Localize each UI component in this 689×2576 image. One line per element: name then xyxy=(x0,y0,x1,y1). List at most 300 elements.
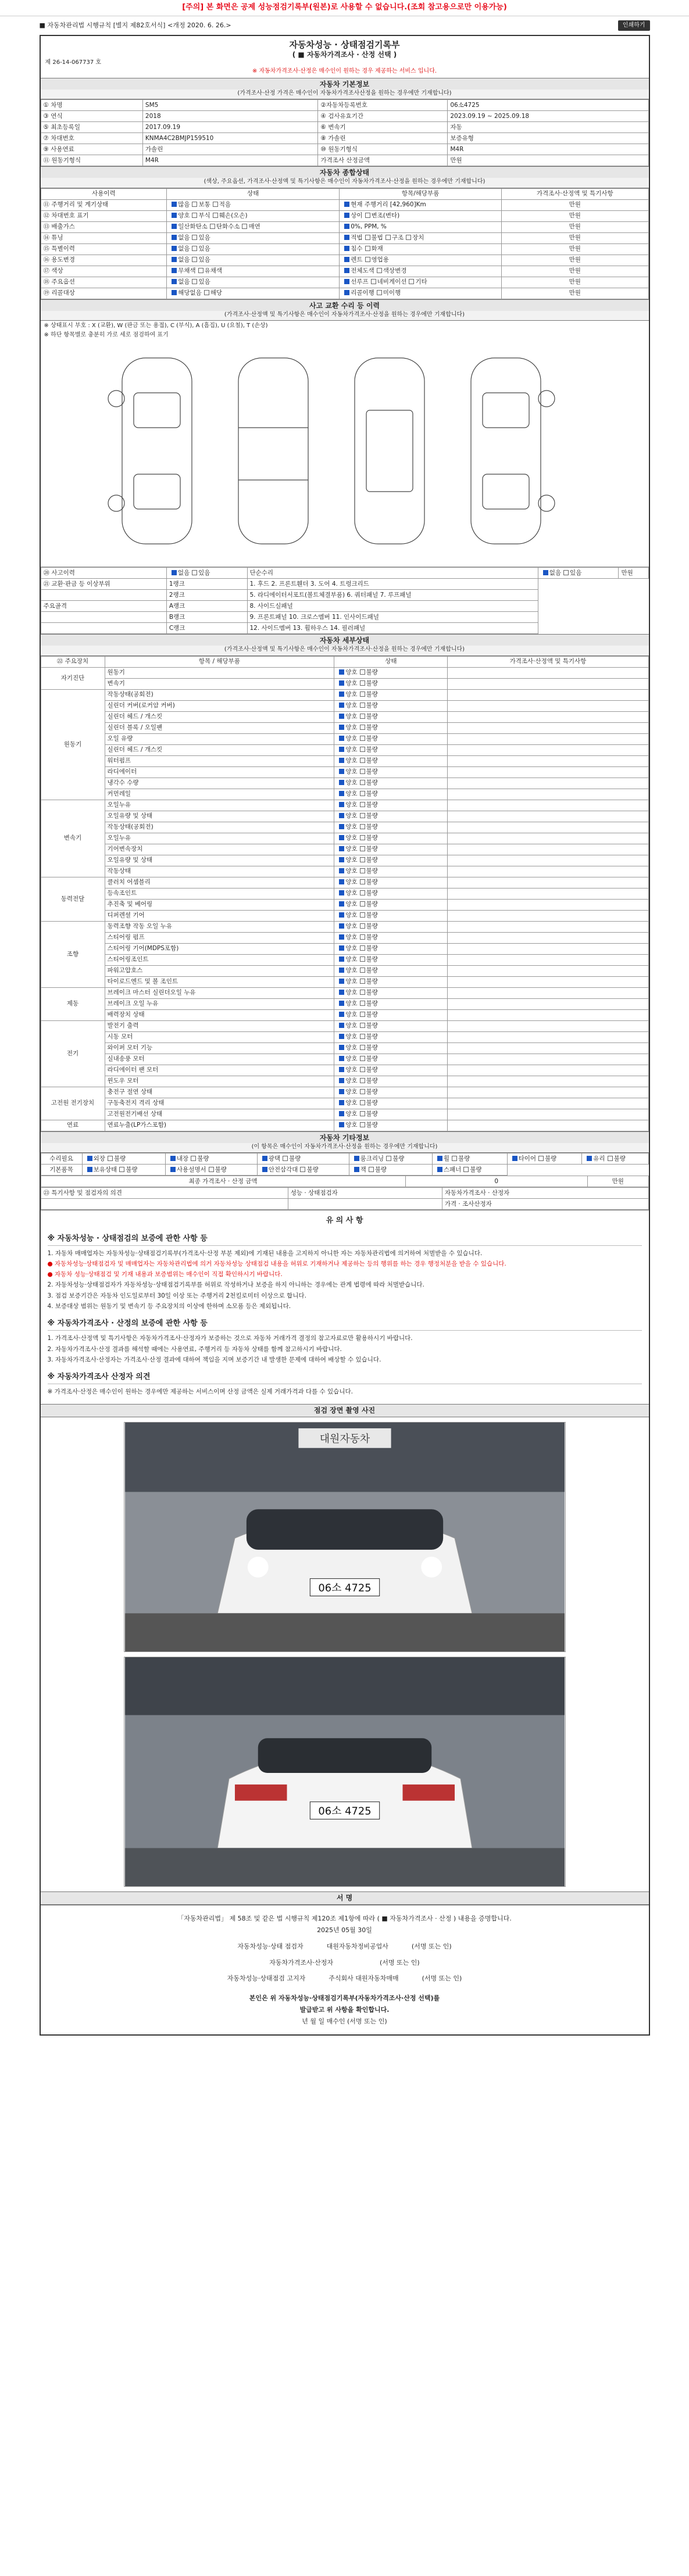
detail-item: 원동기 xyxy=(105,667,334,678)
checkbox-label: 불량 xyxy=(366,1055,378,1063)
checkbox-label: 양호 xyxy=(345,713,358,721)
checkbox xyxy=(344,246,349,251)
checkbox xyxy=(300,1167,305,1172)
sign-header: 서 명 xyxy=(41,1891,649,1905)
detail-header: 자동차 세부상태 xyxy=(41,634,649,646)
note-line: 1. 가격조사·산정액 및 특기사항은 자동차가격조사·산정자가 보증하는 것으로 자동차 거래가격 결정의 참고자료로만 활용하시기 바랍니다. xyxy=(47,1335,413,1342)
checkbox xyxy=(339,758,344,763)
checkbox xyxy=(339,1056,344,1061)
detail-state xyxy=(334,833,448,844)
accident-cell xyxy=(41,590,166,601)
basic-sub: (가격조사·산정 가격은 매수인이 자동차가격조사산정을 원하는 경우에만 기재합니다) xyxy=(41,89,649,100)
detail-item: 작동상태(공회전) xyxy=(105,822,334,833)
checkbox-label: 불량 xyxy=(366,1022,378,1030)
status-parts xyxy=(340,288,502,299)
sign-section xyxy=(41,1905,649,2034)
detail-group: 연료 xyxy=(41,1120,105,1131)
detail-price xyxy=(448,711,648,722)
signer-row xyxy=(41,1959,649,1967)
signer-row xyxy=(41,1943,649,1951)
checkbox xyxy=(360,1067,365,1072)
inspector-cell: ㉓ 특기사항 및 점검자의 의견 xyxy=(41,1188,288,1199)
detail-price xyxy=(448,800,648,811)
checkbox xyxy=(339,1034,344,1039)
detail-price xyxy=(448,1054,648,1065)
status-item: ⑱ 주요옵션 xyxy=(41,277,167,288)
checkbox xyxy=(365,235,370,240)
detail-table xyxy=(41,656,649,1131)
extra-item xyxy=(82,1165,165,1176)
basic-cell: ⑨ 사용연료 xyxy=(41,144,142,155)
accident-cell: 단순수리 xyxy=(247,568,538,579)
signer-cell: 자동차성능·상태점검 고지자 xyxy=(227,1975,306,1983)
detail-state xyxy=(334,965,448,976)
detail-state xyxy=(334,1020,448,1031)
detail-state xyxy=(334,689,448,700)
checkbox xyxy=(360,1122,365,1127)
detail-row xyxy=(41,755,648,766)
checkbox-label: 양호 xyxy=(345,912,358,919)
basic-cell: 보증유형 xyxy=(448,133,648,144)
basic-cell: M4R xyxy=(448,144,648,155)
status-row xyxy=(41,232,648,243)
checkbox xyxy=(339,1067,344,1072)
checkbox-label: 불량 xyxy=(366,1044,378,1052)
detail-state xyxy=(334,932,448,943)
car-diagram xyxy=(41,341,649,567)
status-price: 만원 xyxy=(502,288,648,299)
detail-group: 전기 xyxy=(41,1020,105,1087)
checkbox xyxy=(360,945,365,951)
checkbox xyxy=(360,692,365,697)
checkbox-label: 보통 xyxy=(198,201,210,209)
note-line: ※ 가격조사·산정은 매수인이 원하는 경우에만 제공하는 서비스이며 산정 금액은 실제 거래가격과 다를 수 있습니다. xyxy=(47,1388,353,1396)
footer-line-1: 본인은 위 자동차성능·상태점검기록부(자동차가격조사·산정 선택)를 xyxy=(249,1994,440,2002)
checkbox xyxy=(339,857,344,862)
checkbox xyxy=(198,268,204,273)
checkbox xyxy=(339,680,344,686)
detail-state xyxy=(334,789,448,800)
checkbox-label: 해당 xyxy=(210,289,223,297)
extra-sub: (이 항목은 매수인이 자동차가격조사·산정을 원하는 경우에만 기재합니다) xyxy=(41,1143,649,1153)
checkbox-label: 없음 xyxy=(178,245,190,253)
doc-subtitle: ( ■ 자동차가격조사 · 산정 선택 ) xyxy=(292,50,397,59)
detail-col-header: 상태 xyxy=(334,656,448,667)
notes-section xyxy=(41,1210,649,1404)
checkbox-label: 불량 xyxy=(366,746,378,754)
detail-state xyxy=(334,744,448,755)
checkbox xyxy=(170,1156,176,1161)
signer-cell: (서명 또는 인) xyxy=(380,1958,420,1966)
note-line: 4. 보증대상 범위는 원동기 및 변속기 등 주요장치의 이상에 한하며 소모품 등은 제외됩니다. xyxy=(47,1302,291,1310)
checkbox xyxy=(339,747,344,752)
detail-row xyxy=(41,1120,648,1131)
doc-number: 제 26-14-067737 호 xyxy=(45,59,102,66)
notes-sec3 xyxy=(48,1388,642,1396)
checkbox xyxy=(339,692,344,697)
checkbox-label: 매연 xyxy=(248,223,260,231)
print-button[interactable]: 인쇄하기 xyxy=(618,20,650,31)
checkbox-label: 무채색 xyxy=(178,267,196,275)
accident-cell: 1. 후드 2. 프론트휀더 3. 도어 4. 트렁크리드 xyxy=(247,579,538,590)
checkbox xyxy=(339,703,344,708)
checkbox xyxy=(385,235,391,240)
detail-row xyxy=(41,866,648,877)
notes-sec2 xyxy=(48,1334,642,1364)
detail-group: 제동 xyxy=(41,987,105,1020)
detail-row xyxy=(41,766,648,778)
extra-item xyxy=(349,1165,432,1176)
accident-cell: 8. 사이드실패널 xyxy=(247,601,538,612)
detail-item: 변속기 xyxy=(105,678,334,689)
sign-date: 2025년 05월 30일 xyxy=(317,1926,372,1934)
checkbox xyxy=(172,570,177,575)
detail-item: 오일유량 및 상태 xyxy=(105,811,334,822)
checkbox-label: 기타 xyxy=(415,278,427,286)
inspector-row xyxy=(41,1199,648,1210)
checkbox-label: 불량 xyxy=(366,934,378,941)
detail-item: 작동상태 xyxy=(105,866,334,877)
detail-row xyxy=(41,965,648,976)
checkbox-label: 있음 xyxy=(198,245,210,253)
checkbox xyxy=(262,1156,267,1161)
detail-item: 윈도우 모터 xyxy=(105,1076,334,1087)
accident-cell: C랭크 xyxy=(166,623,247,634)
checkbox xyxy=(360,758,365,763)
accident-header: 사고 교환 수리 등 이력 xyxy=(41,299,649,311)
checkbox xyxy=(360,901,365,907)
checkbox xyxy=(409,279,414,284)
checkbox-label: 양호 xyxy=(345,691,358,698)
detail-row xyxy=(41,722,648,733)
checkbox-label: 불량 xyxy=(366,845,378,853)
checkbox-label: 양호 xyxy=(345,1055,358,1063)
checkbox xyxy=(339,879,344,884)
checkbox xyxy=(172,202,177,207)
accident-cell: 주요골격 xyxy=(41,601,166,612)
checkbox xyxy=(587,1156,592,1161)
notes-sec2-title: ※ 자동차가격조사 · 산정의 보증에 관한 사항 등 xyxy=(48,1319,642,1331)
checkbox xyxy=(344,257,349,262)
status-state xyxy=(167,243,340,255)
checkbox xyxy=(452,1156,457,1161)
detail-price xyxy=(448,954,648,965)
detail-group: 고전원 전기장치 xyxy=(41,1087,105,1120)
checkbox-label: 불량 xyxy=(366,801,378,809)
detail-price xyxy=(448,855,648,866)
checkbox-label: 양호 xyxy=(345,967,358,974)
checkbox-label: 양호 xyxy=(345,857,358,864)
checkbox xyxy=(213,213,218,218)
checkbox-label: 있음 xyxy=(198,234,210,242)
checkbox xyxy=(360,868,365,873)
accident-row xyxy=(41,601,648,612)
detail-item: 브레이크 오일 누유 xyxy=(105,998,334,1009)
checkbox-label: 불량 xyxy=(366,724,378,732)
checkbox xyxy=(360,890,365,895)
checkbox-label: 네비게이션 xyxy=(377,278,407,286)
checkbox-label: 양호 xyxy=(178,212,190,220)
detail-state xyxy=(334,910,448,921)
checkbox-label: 사용설명서 xyxy=(176,1166,206,1173)
detail-group: 동력전달 xyxy=(41,877,105,921)
total-unit: 만원 xyxy=(588,1176,649,1187)
checkbox-label: 불량 xyxy=(366,1110,378,1118)
detail-row xyxy=(41,1020,648,1031)
detail-price xyxy=(448,789,648,800)
status-price: 만원 xyxy=(502,266,648,277)
checkbox xyxy=(360,968,365,973)
signer-cell: (서명 또는 인) xyxy=(422,1975,462,1983)
inspector-cell: 자동차가격조사 · 산정자 xyxy=(442,1188,648,1199)
checkbox-label: 양호 xyxy=(345,1011,358,1019)
checkbox xyxy=(262,1167,267,1172)
checkbox-label: 유리 xyxy=(593,1155,605,1162)
detail-state xyxy=(334,987,448,998)
checkbox xyxy=(344,290,349,295)
detail-item: 고전원전기배선 상태 xyxy=(105,1109,334,1120)
detail-item: 타이로드엔드 및 볼 조인트 xyxy=(105,976,334,987)
basic-cell: 2017.09.19 xyxy=(142,122,318,133)
basic-cell: 만원 xyxy=(448,155,648,166)
detail-row xyxy=(41,711,648,722)
doc-note: ※ 자동차가격조사·산정은 매수인이 원하는 경우 제공하는 서비스 입니다. xyxy=(252,68,437,75)
status-price: 만원 xyxy=(502,243,648,255)
checkbox xyxy=(360,835,365,840)
signer-row xyxy=(41,1975,649,1983)
checkbox xyxy=(377,290,382,295)
note-line: 3. 점검 보증기간은 자동차 인도일로부터 30일 이상 또는 주행거리 2천킬로미터 이상으로 합니다. xyxy=(47,1292,306,1299)
top-notice: [주의] 본 화면은 공제 성능점검기록부(원본)로 사용할 수 없습니다.(조회 참고용으로만 이용가능) xyxy=(0,0,689,16)
basic-row xyxy=(41,111,648,122)
extra-item xyxy=(82,1153,165,1165)
detail-state xyxy=(334,844,448,855)
detail-group: 변속기 xyxy=(41,800,105,877)
inspector-cell xyxy=(41,1199,288,1210)
accident-cell: 5. 라디에이터서포트(볼트체결부품) 6. 쿼터패널 7. 루프패널 xyxy=(247,590,538,601)
checkbox-label: 해당없음 xyxy=(178,289,202,297)
detail-row xyxy=(41,1042,648,1054)
checkbox-label: 불량 xyxy=(366,691,378,698)
status-item: ⑬ 배출가스 xyxy=(41,221,167,232)
status-state xyxy=(167,277,340,288)
checkbox xyxy=(360,912,365,918)
checkbox xyxy=(172,246,177,251)
checkbox xyxy=(339,1111,344,1116)
checkbox-label: 양호 xyxy=(345,879,358,886)
checkbox xyxy=(365,246,370,251)
detail-price xyxy=(448,833,648,844)
detail-row xyxy=(41,899,648,910)
checkbox-label: 불량 xyxy=(366,857,378,864)
detail-row xyxy=(41,943,648,954)
checkbox xyxy=(339,669,344,675)
detail-row xyxy=(41,844,648,855)
basic-cell: ③ 연식 xyxy=(41,111,142,122)
detail-price xyxy=(448,932,648,943)
extra-item xyxy=(507,1153,582,1165)
checkbox xyxy=(339,1001,344,1006)
basic-cell: 2023.09.19 ~ 2025.09.18 xyxy=(448,111,648,122)
checkbox-label: 부식 xyxy=(198,212,210,220)
checkbox-label: 렌트 xyxy=(351,256,363,264)
detail-item: 등속조인트 xyxy=(105,888,334,899)
status-state xyxy=(167,221,340,232)
inspector-cell: 가격 · 조사산정자 xyxy=(442,1199,648,1210)
checkbox xyxy=(339,736,344,741)
checkbox xyxy=(538,1156,544,1161)
detail-price xyxy=(448,899,648,910)
checkbox xyxy=(377,268,382,273)
detail-row xyxy=(41,744,648,755)
checkbox xyxy=(172,268,177,273)
checkbox xyxy=(339,791,344,796)
detail-row xyxy=(41,833,648,844)
checkbox-label: 불량 xyxy=(366,868,378,875)
checkbox xyxy=(339,956,344,962)
checkbox xyxy=(344,224,349,229)
detail-price xyxy=(448,965,648,976)
checkbox-label: 많음 xyxy=(178,201,190,209)
status-item: ⑰ 색상 xyxy=(41,266,167,277)
detail-state xyxy=(334,943,448,954)
status-row xyxy=(41,255,648,266)
checkbox-label: 불량 xyxy=(366,945,378,952)
detail-price xyxy=(448,1076,648,1087)
checkbox-label: 양호 xyxy=(345,680,358,687)
signer-cell: 자동차가격조사·산정자 xyxy=(269,1958,334,1966)
checkbox xyxy=(210,224,215,229)
status-parts xyxy=(340,199,502,210)
basic-cell: 06소4725 xyxy=(448,100,648,111)
checkbox xyxy=(339,714,344,719)
checkbox xyxy=(344,268,349,273)
checkbox-label: 불량 xyxy=(366,834,378,842)
detail-item: 작동상태(공회전) xyxy=(105,689,334,700)
checkbox-label: 불량 xyxy=(545,1155,557,1162)
accident-row xyxy=(41,579,648,590)
checkbox-label: 탄화수소 xyxy=(216,223,240,231)
checkbox-label: 양호 xyxy=(345,1088,358,1096)
checkbox xyxy=(360,1012,365,1017)
status-sub: (색상, 주요옵션, 가격조사·산정액 및 특기사항은 매수인이 자동차가격조사·산정을 원하는 경우에만 기재합니다) xyxy=(41,178,649,188)
checkbox-label: 불량 xyxy=(613,1155,626,1162)
note-line: ● 자동차 성능·상태점검 및 기재 내용과 보증범위는 매수인이 직접 확인하시기 바랍니다. xyxy=(47,1271,283,1278)
detail-item: 라디에이터 팬 모터 xyxy=(105,1065,334,1076)
checkbox xyxy=(344,202,349,207)
detail-state xyxy=(334,1009,448,1020)
detail-price xyxy=(448,1042,648,1054)
extra-label: 기본품목 xyxy=(41,1165,82,1176)
extra-row xyxy=(41,1153,648,1165)
extra-header: 자동차 기타정보 xyxy=(41,1131,649,1143)
signer-cell: 대원자동차정비공업사 xyxy=(326,1942,388,1950)
checkbox-label: 불량 xyxy=(366,812,378,820)
checkbox-label: 불량 xyxy=(366,901,378,908)
detail-item: 기어변속장치 xyxy=(105,844,334,855)
checkbox-label: 불량 xyxy=(126,1166,138,1173)
checkbox xyxy=(339,835,344,840)
detail-price xyxy=(448,811,648,822)
checkbox xyxy=(360,979,365,984)
signer-cell: (서명 또는 인) xyxy=(411,1942,452,1950)
checkbox-label: 있음 xyxy=(198,256,210,264)
checkbox xyxy=(339,1078,344,1083)
detail-state xyxy=(334,778,448,789)
inspection-photo-rear xyxy=(124,1657,566,1887)
status-col-header: 사용이력 xyxy=(41,188,167,199)
detail-price xyxy=(448,998,648,1009)
checkbox-label: 휠 xyxy=(443,1155,449,1162)
detail-group: 원동기 xyxy=(41,689,105,800)
checkbox xyxy=(339,1122,344,1127)
sign-statement: 「자동차관리법」 제 58조 및 같은 법 시행규칙 제120조 제1항에 따라 ( ■ 자동차가격조사 · 산정 ) 내용을 증명합니다. xyxy=(177,1915,512,1923)
checkbox-label: 훼손(오손) xyxy=(219,212,248,220)
detail-row xyxy=(41,877,648,888)
status-parts xyxy=(340,266,502,277)
checkbox-label: 양호 xyxy=(345,834,358,842)
accident-cell: A랭크 xyxy=(166,601,247,612)
detail-row xyxy=(41,910,648,921)
detail-item: 스티어링 펌프 xyxy=(105,932,334,943)
detail-price xyxy=(448,844,648,855)
status-price: 만원 xyxy=(502,199,648,210)
detail-price xyxy=(448,943,648,954)
checkbox-label: 불량 xyxy=(366,669,378,676)
checkbox xyxy=(360,824,365,829)
detail-price xyxy=(448,1065,648,1076)
checkbox-label: 현재 주행거리 [42,960]Km xyxy=(351,201,426,209)
checkbox-label: 불량 xyxy=(458,1155,470,1162)
detail-price xyxy=(448,1098,648,1109)
checkbox xyxy=(339,813,344,818)
detail-item: 오일유량 및 상태 xyxy=(105,855,334,866)
checkbox xyxy=(360,791,365,796)
checkbox-label: 양호 xyxy=(345,757,358,765)
checkbox-label: 양호 xyxy=(345,768,358,776)
detail-item: 디퍼렌셜 기어 xyxy=(105,910,334,921)
checkbox xyxy=(192,213,197,218)
detail-row xyxy=(41,700,648,711)
checkbox xyxy=(360,802,365,807)
detail-price xyxy=(448,866,648,877)
signer-cell: 주식회사 대원자동차매매 xyxy=(329,1975,399,1983)
basic-row xyxy=(41,133,648,144)
checkbox-label: 적법 xyxy=(351,234,363,242)
checkbox xyxy=(242,224,247,229)
status-item: ⑯ 용도변경 xyxy=(41,255,167,266)
checkbox xyxy=(339,912,344,918)
detail-row xyxy=(41,733,648,744)
checkbox-label: 양호 xyxy=(345,934,358,941)
checkbox xyxy=(360,703,365,708)
checkbox xyxy=(360,1045,365,1050)
detail-item: 스티어링 기어(MDPS포함) xyxy=(105,943,334,954)
checkbox-label: 양호 xyxy=(345,1022,358,1030)
checkbox-label: 불량 xyxy=(366,713,378,721)
detail-state xyxy=(334,921,448,932)
checkbox-label: 불량 xyxy=(366,779,378,787)
basic-cell: ⑧ 가솔린 xyxy=(318,133,448,144)
extra-item xyxy=(432,1165,507,1176)
checkbox xyxy=(360,1001,365,1006)
checkbox xyxy=(204,290,209,295)
checkbox-label: 불량 xyxy=(366,757,378,765)
checkbox xyxy=(437,1167,442,1172)
detail-item: 와이퍼 모터 기능 xyxy=(105,1042,334,1054)
detail-row xyxy=(41,855,648,866)
checkbox-label: 불량 xyxy=(366,912,378,919)
